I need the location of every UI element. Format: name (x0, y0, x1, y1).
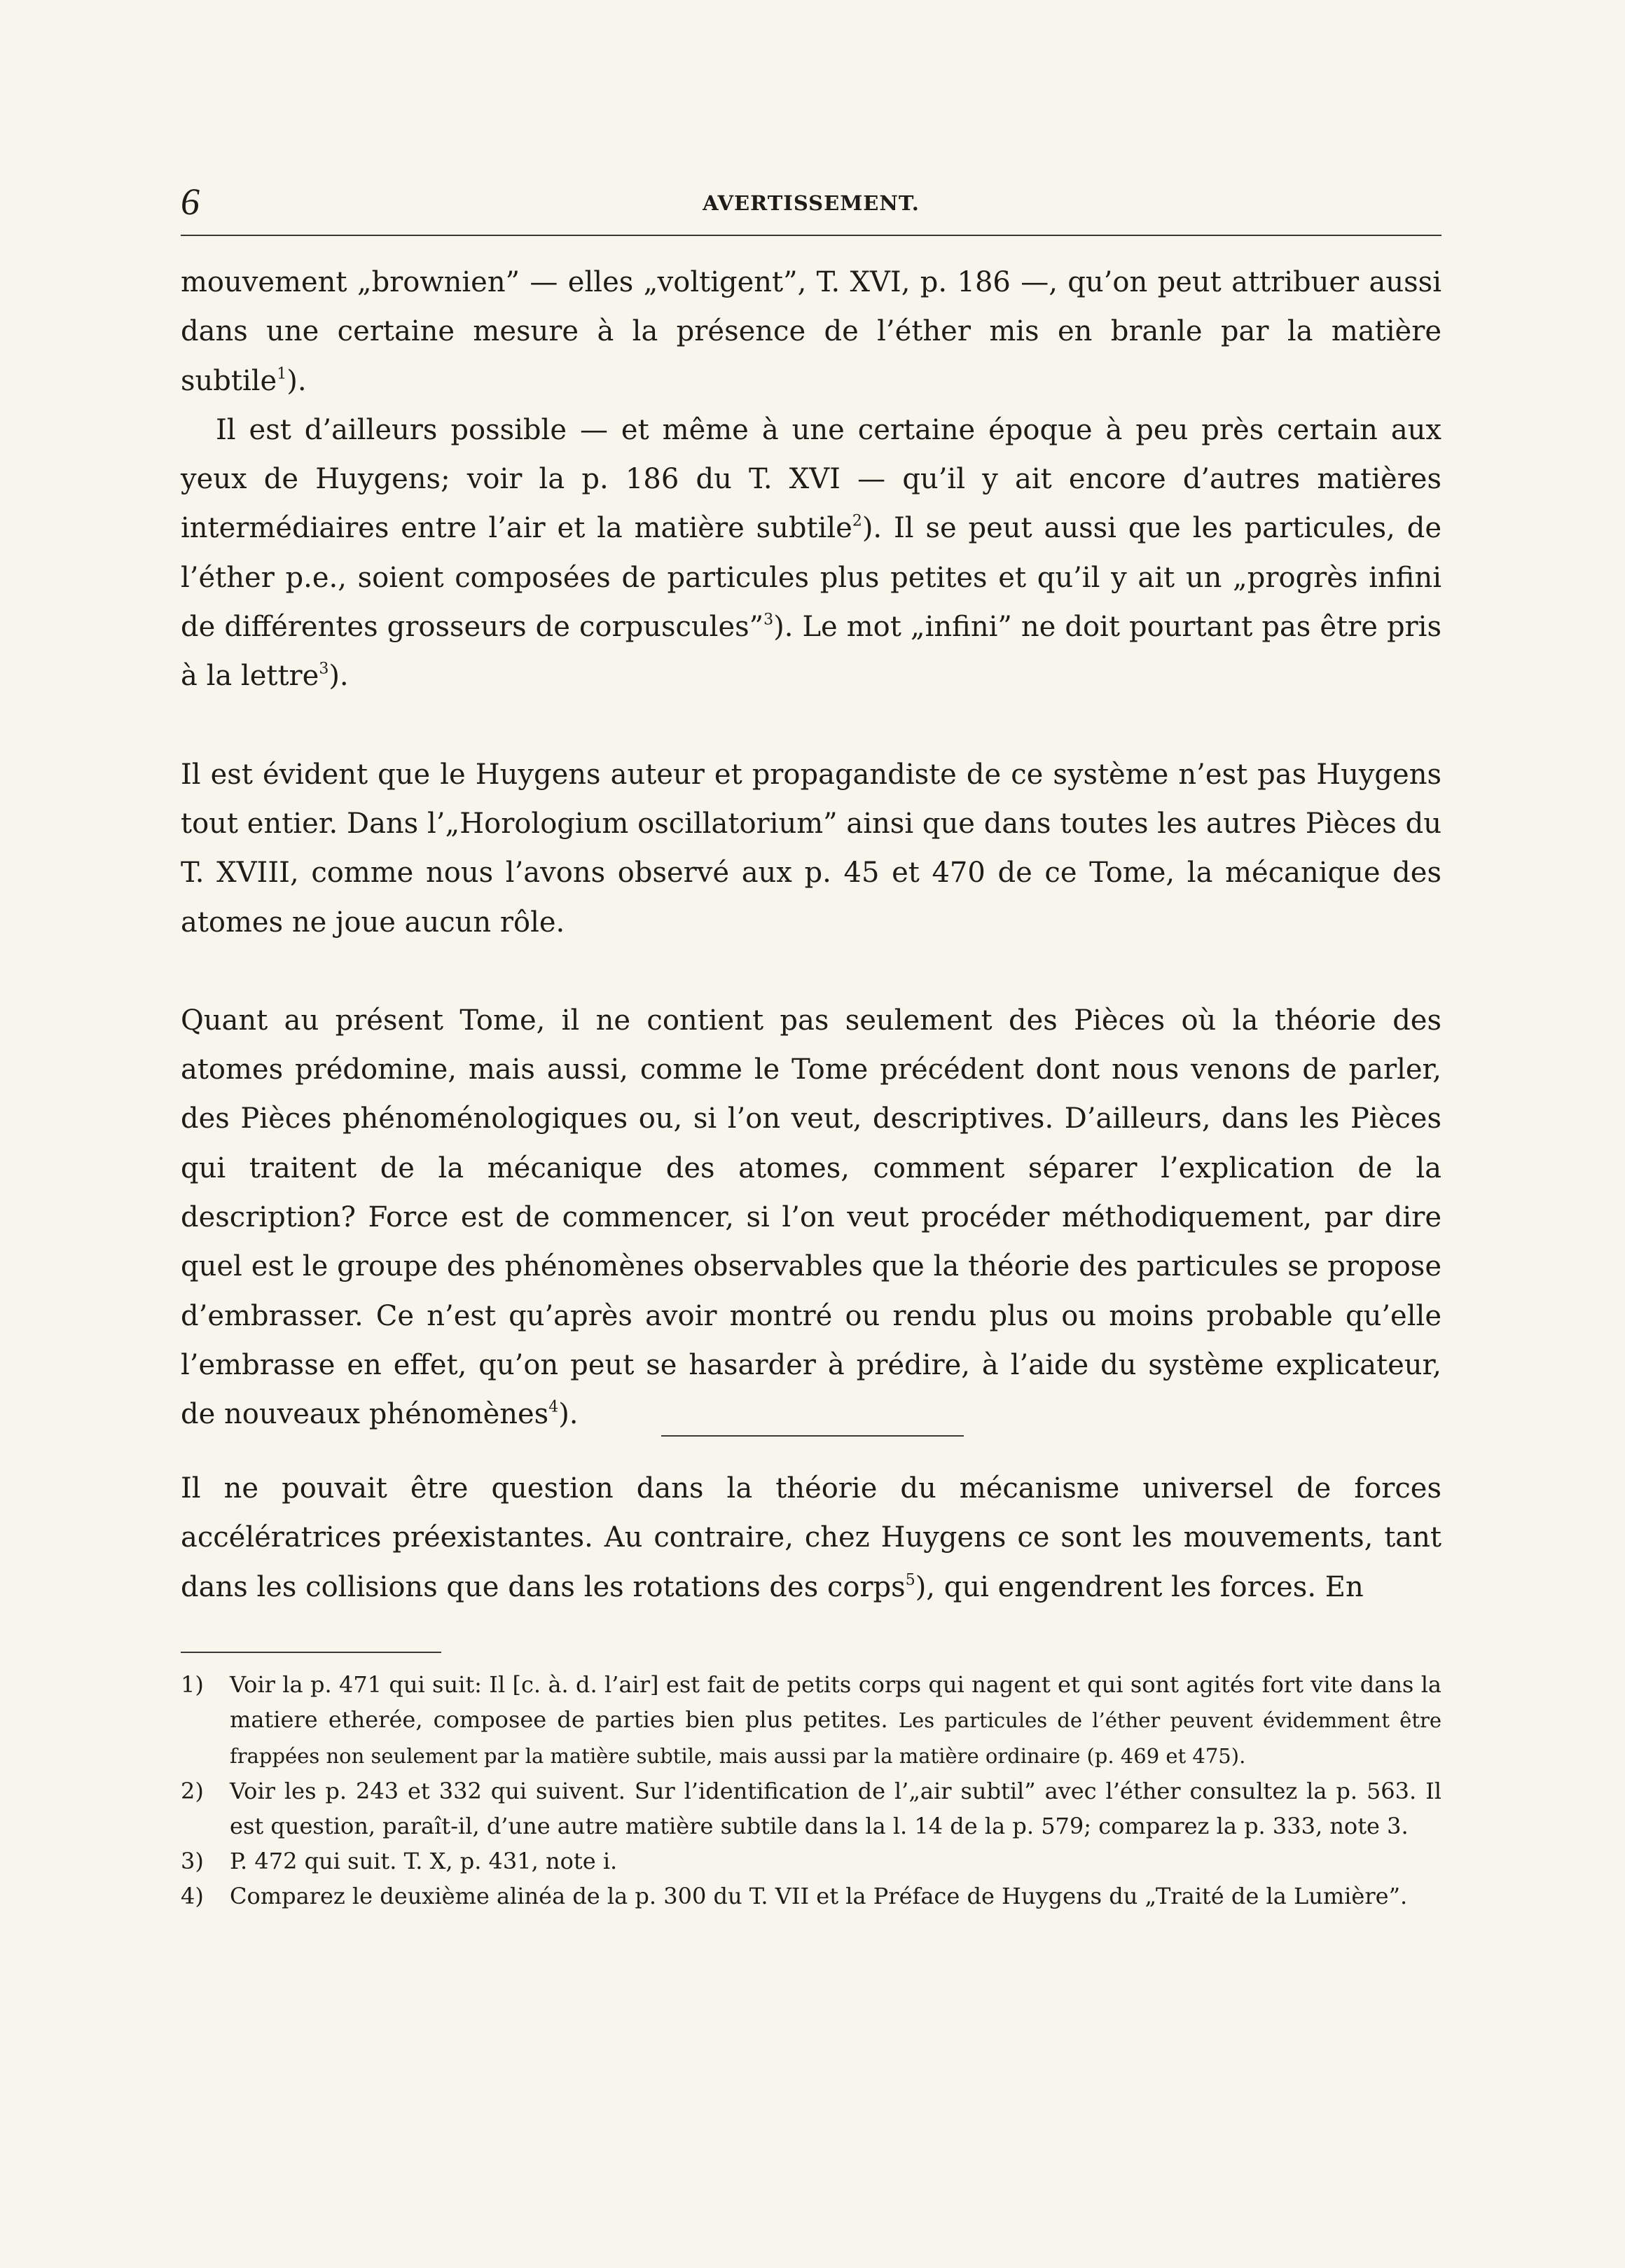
footnote-ref: 5 (905, 1571, 915, 1589)
paragraph-5: Il ne pouvait être question dans la théorie du mécanisme universel de forces accélératrices préexistantes. Au contraire, chez Huygens ce sont les mouvements, tant dans les collisions que dans les rotations des corps$^5$), qui engendrent les forces. En (181, 1472, 1441, 1603)
footnote-1: 1) Voir la p. 471 qui suit: Il [c. à. d. l’air] est fait de petits corps qui nagent et qui sont agités fort vite dans la matiere etherée, composee de parties bien plus petites. Les particules de l’éther peuvent évidemment être frappées non seulement par la matière subtile, mais aussi par la matière ordinaire (p. 469 et 475). (181, 1667, 1441, 1773)
main-text (181, 258, 1441, 1439)
page-number: 6 (181, 181, 200, 223)
section-divider (661, 1435, 964, 1437)
footnote-ref: 2 (852, 512, 862, 530)
paragraph-2: Il est d’ailleurs possible — et même à une certaine époque à peu près certain aux yeux de Huygens; voir la p. 186 du T. XVI — qu’il y ait encore d’autres matières intermédiaires entre l’air et la matière subtile$^2$). Il se peut aussi que les particules, de l’éther p.e., soient composées de particules plus petites et qu’il y ait un „progrès infini de différentes grosseurs de corpuscules”$^3$). Le mot „infini” ne doit pourtant pas être pris à la lettre$^3$). (181, 413, 1442, 693)
footnote-marker: 1) (181, 1671, 204, 1698)
main-text-continued (181, 1464, 1441, 1612)
running-title: AVERTISSEMENT. (703, 191, 920, 215)
footnote-ref: 4 (548, 1398, 559, 1416)
footnote-marker: 2) (181, 1778, 204, 1804)
page-header (181, 181, 1441, 223)
paragraph-4: Quant au présent Tome, il ne contient pas seulement des Pièces où la théorie des atomes prédomine, mais aussi, comme le Tome précédent dont nous venons de parler, des Pièces phénoménologiques ou, si l’on veut, descriptives. D’ailleurs, dans les Pièces qui traitent de la mécanique des atomes, comment séparer l’explication de la description? Force est de commencer, si l’on veut procéder méthodiquement, par dire quel est le groupe des phénomènes observables que la théorie des particules se propose d’embrasser. Ce n’est qu’après avoir montré ou rendu plus ou moins probable qu’elle l’embrasse en effet, qu’on peut se hasarder à prédire, à l’aide du système explicateur, de nouveaux phénomènes$^4$). (181, 1004, 1441, 1431)
footnote-ref: 3 (319, 660, 329, 678)
paragraph-3: Il est évident que le Huygens auteur et propagandiste de ce système n’est pas Huygens tout entier. Dans l’„Horologium oscillatorium” ainsi que dans toutes les autres Pièces du T. XVIII, comme nous l’avons observé aux p. 45 et 470 de ce Tome, la mécanique des atomes ne joue aucun rôle. (181, 758, 1441, 939)
footnote-2: 2) Voir les p. 243 et 332 qui suivent. Sur l’identification de l’„air subtil” avec l’éther consultez la p. 563. Il est question, paraît-il, d’une autre matière subtile dans la l. 14 de la p. 579; comparez la p. 333, note 3. (181, 1773, 1441, 1844)
footnote-rule (181, 1652, 441, 1653)
footnote-3: 3) P. 472 qui suit. T. X, p. 431, note i. (181, 1844, 1441, 1879)
footnote-ref: 3 (763, 611, 774, 629)
footnote-marker: 3) (181, 1848, 204, 1874)
footnote-4: 4) Comparez le deuxième alinéa de la p. 300 du T. VII et la Préface de Huygens du „Traité de la Lumière”. (181, 1879, 1441, 1914)
header-rule (181, 235, 1441, 236)
paragraph-1: mouvement „brownien” — elles „voltigent”, T. XVI, p. 186 —, qu’on peut attribuer aussi dans une certaine mesure à la présence de l’éther mis en branle par la matière subtile$^1$). (181, 266, 1441, 397)
footnotes (181, 1667, 1441, 1914)
footnote-marker: 4) (181, 1883, 204, 1909)
footnote-ref: 1 (277, 365, 287, 383)
